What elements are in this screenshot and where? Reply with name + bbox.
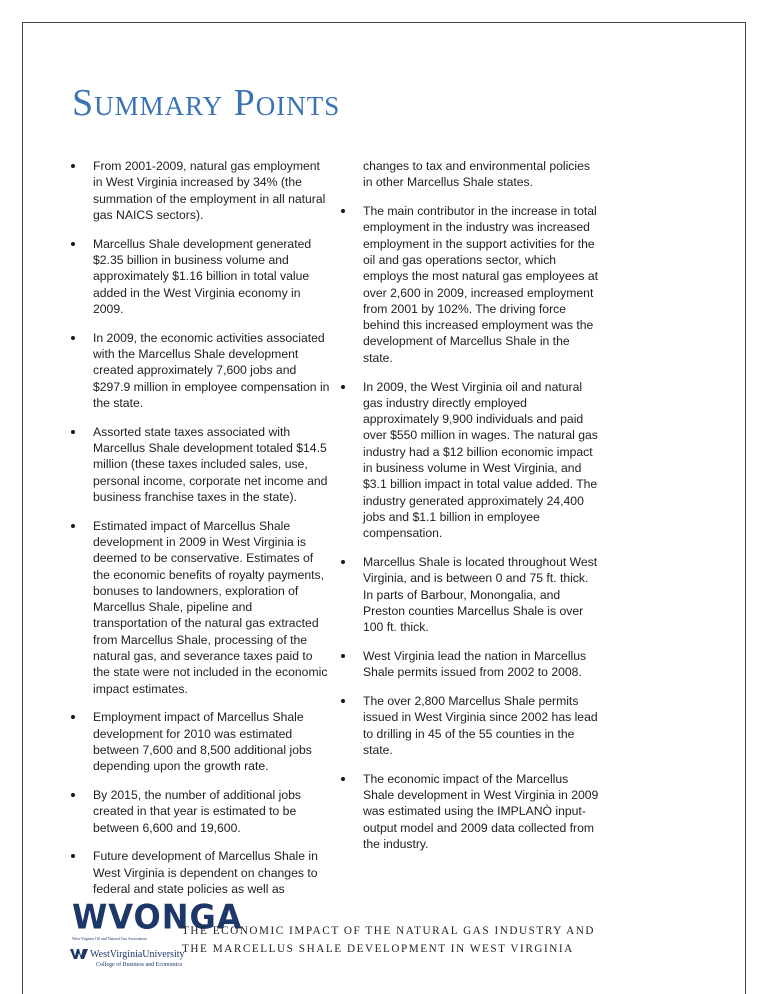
wvonga-logo-text: WVONGA [72, 897, 243, 937]
bullet-item: In 2009, the West Virginia oil and natural gas industry directly employed approximately 9,900 individuals and paid over $550 million in wages. The natural gas industry had a $12 billion economic impact in business volume in West Virginia, and $3.1 billion impact in total value added. The industry generated approximately 24,400 jobs and $1.1 billion in employee compensation. [338, 379, 600, 542]
bullet-item: In 2009, the economic activities associated with the Marcellus Shale development created approximately 7,600 jobs and $297.9 million in employee compensation in the state. [68, 330, 330, 411]
left-column [68, 158, 330, 910]
footer [70, 898, 710, 978]
bullet-item: Marcellus Shale is located throughout West Virginia, and is between 0 and 75 ft. thick. In parts of Barbour, Monongalia, and Preston counties Marcellus Shale is over 100 ft. thick. [338, 554, 600, 635]
wvu-logo-college: College of Business and Economics [96, 962, 183, 968]
bullet-item: Future development of Marcellus Shale in West Virginia is dependent on changes to federal and state policies as well as [68, 848, 330, 897]
continued-text: changes to tax and environmental policies in other Marcellus Shale states. [363, 159, 590, 190]
wvu-logo [70, 946, 185, 972]
bullet-item: The over 2,800 Marcellus Shale permits issued in West Virginia since 2002 has lead to drilling in 45 of the 55 counties in the state. [338, 693, 600, 758]
bullet-item: The economic impact of the Marcellus Shale development in West Virginia in 2009 was estimated using the IMPLANÒ input-output model and 2009 data collected from the industry. [338, 771, 600, 852]
footer-report-title [182, 922, 595, 958]
right-column [338, 158, 600, 865]
left-bullet-list [68, 158, 330, 897]
bullet-item: By 2015, the number of additional jobs created in that year is estimated to be between 6,600 and 19,600. [68, 787, 330, 836]
footer-title-line-1: THE ECONOMIC IMPACT OF THE NATURAL GAS INDUSTRY AND [182, 925, 596, 937]
wvu-logo-name: WestVirginiaUniversity [90, 949, 185, 960]
bullet-item: Employment impact of Marcellus Shale development for 2010 was estimated between 7,600 and 8,500 additional jobs depending upon the growth rate. [68, 709, 330, 774]
bullet-item: From 2001-2009, natural gas employment in West Virginia increased by 34% (the summation of the employment in all natural gas NAICS sectors). [68, 158, 330, 223]
bullet-item: West Virginia lead the nation in Marcellus Shale permits issued from 2002 to 2008. [338, 648, 600, 681]
wvu-flying-wv-icon [70, 948, 88, 960]
wvonga-logo-subtitle: West Virginia Oil and Natural Gas Association [72, 936, 147, 941]
bullet-item: The main contributor in the increase in total employment in the industry was increased employment in the support activities for the oil and gas operations sector, which employs the most natural gas employees at over 2,600 in 2009, increased employment from 2001 by 102%. The driving force behind this increased employment was the development of Marcellus Shale in the state. [338, 203, 600, 366]
bullet-item: Estimated impact of Marcellus Shale development in 2009 in West Virginia is deemed to be conservative. Estimates of the economic benefits of royalty payments, bonuses to landowners, exploration of Marcellus Shale, pipeline and transportation of the natural gas extracted from Marcellus Shale, processing of the natural gas, and severance taxes paid to the state were not included in the economic impact estimates. [68, 518, 330, 697]
footer-title-line-2: THE MARCELLUS SHALE DEVELOPMENT IN WEST VIRGINIA [182, 943, 574, 955]
bullet-item: Marcellus Shale development generated $2.35 billion in business volume and approximately $1.16 billion in total value added in the West Virginia economy in 2009. [68, 236, 330, 317]
right-bullet-list [338, 203, 600, 852]
bullet-item: Assorted state taxes associated with Marcellus Shale development totaled $14.5 million (these taxes included sales, use, personal income, corporate net income and business franchise taxes in the state). [68, 424, 330, 505]
page-title: Summary Points [72, 82, 341, 124]
